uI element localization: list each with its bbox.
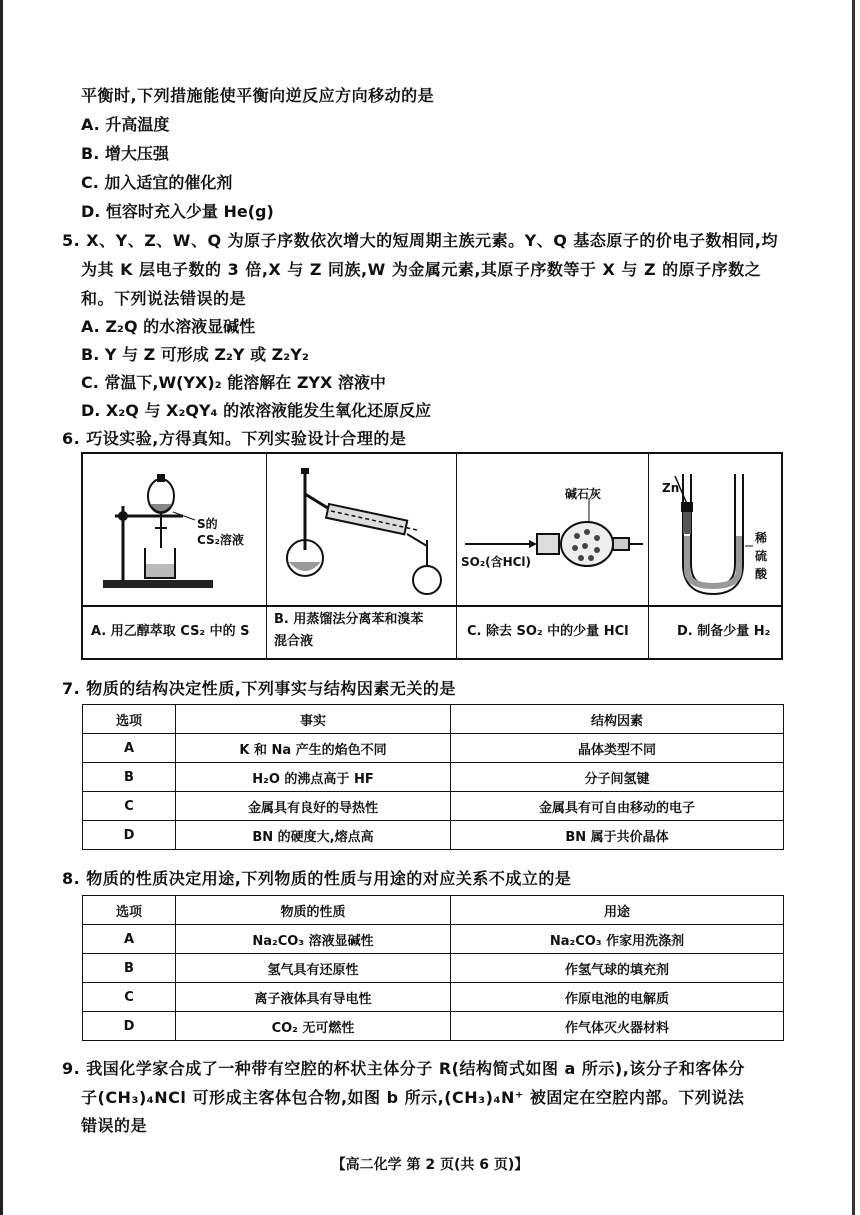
q6-d-label-zn: Zn: [662, 481, 680, 495]
table-row: [83, 792, 784, 821]
table-header-cell: 用途: [451, 896, 784, 925]
table-cell: 氢气具有还原性: [176, 954, 451, 983]
table-cell: A: [83, 734, 176, 763]
q5-stem-line1: 5. X、Y、Z、W、Q 为原子序数依次增大的短周期主族元素。Y、Q 基态原子的价电子数相同,均: [62, 231, 778, 250]
q6-a-label-line2: CS₂溶液: [197, 533, 244, 547]
table-header-row: [83, 896, 784, 925]
q6-caption-separator: [83, 605, 781, 607]
table-cell: BN 属于共价晶体: [451, 821, 784, 850]
table-cell: D: [83, 1012, 176, 1041]
table-cell: Na₂CO₃ 溶液显碱性: [176, 925, 451, 954]
table-cell: Na₂CO₃ 作家用洗涤剂: [451, 925, 784, 954]
table-header-cell: 事实: [176, 705, 451, 734]
table-cell: 作氢气球的填充剂: [451, 954, 784, 983]
q9-stem-line1: 9. 我国化学家合成了一种带有空腔的杯状主体分子 R(结构简式如图 a 所示),该分子和客体分: [62, 1059, 745, 1078]
table-cell: H₂O 的沸点高于 HF: [176, 763, 451, 792]
table-cell: 金属具有可自由移动的电子: [451, 792, 784, 821]
q6-d-label-acid-3: 酸: [755, 567, 768, 581]
table-cell: B: [83, 763, 176, 792]
table-cell: 金属具有良好的导热性: [176, 792, 451, 821]
table-row: [83, 954, 784, 983]
q6-a-label-line1: S的: [197, 517, 218, 531]
table-cell: 晶体类型不同: [451, 734, 784, 763]
table-cell: 离子液体具有导电性: [176, 983, 451, 1012]
q6-d-label-acid-1: 稀: [755, 531, 768, 545]
distillation-apparatus-diagram: [267, 454, 457, 604]
q6-stem: 6. 巧设实验,方得真知。下列实验设计合理的是: [62, 429, 407, 448]
q4-option-c: C. 加入适宜的催化剂: [81, 173, 233, 192]
drying-tube-diagram: [457, 454, 649, 604]
q5-option-c: C. 常温下,W(YX)₂ 能溶解在 ZYX 溶液中: [81, 373, 386, 392]
q7-stem: 7. 物质的结构决定性质,下列事实与结构因素无关的是: [62, 679, 456, 698]
q4-option-a: A. 升高温度: [81, 115, 170, 134]
table-header-cell: 物质的性质: [176, 896, 451, 925]
table-cell: C: [83, 792, 176, 821]
table-cell: K 和 Na 产生的焰色不同: [176, 734, 451, 763]
scan-edge-left: [0, 0, 3, 1215]
table-header-cell: 选项: [83, 896, 176, 925]
table-header-cell: 结构因素: [451, 705, 784, 734]
table-cell: CO₂ 无可燃性: [176, 1012, 451, 1041]
table-row: [83, 1012, 784, 1041]
table-cell: C: [83, 983, 176, 1012]
q6-c-label-top: 碱石灰: [565, 487, 602, 501]
table-cell: B: [83, 954, 176, 983]
q8-table: [82, 895, 784, 1041]
table-row: [83, 821, 784, 850]
q6-c-label-left: SO₂(含HCl): [461, 555, 532, 569]
q7-table: [82, 704, 784, 850]
q5-stem-line3: 和。下列说法错误的是: [81, 289, 247, 308]
q6-caption-c: C. 除去 SO₂ 中的少量 HCl: [467, 624, 629, 639]
table-cell: 分子间氢键: [451, 763, 784, 792]
q5-option-a: A. Z₂Q 的水溶液显碱性: [81, 317, 256, 336]
scan-edge-right: [852, 0, 855, 1215]
q5-option-b: B. Y 与 Z 可形成 Z₂Y 或 Z₂Y₂: [81, 345, 309, 364]
page-footer: 【高二化学 第 2 页(共 6 页)】: [331, 1157, 529, 1173]
table-row: [83, 925, 784, 954]
q5-option-d: D. X₂Q 与 X₂QY₄ 的浓溶液能发生氧化还原反应: [81, 401, 432, 420]
table-cell: D: [83, 821, 176, 850]
table-cell: BN 的硬度大,熔点高: [176, 821, 451, 850]
separatory-funnel-diagram: [83, 454, 267, 604]
table-cell: A: [83, 925, 176, 954]
table-header-row: [83, 705, 784, 734]
table-cell: 作原电池的电解质: [451, 983, 784, 1012]
table-cell: 作气体灭火器材料: [451, 1012, 784, 1041]
q4-option-b: B. 增大压强: [81, 144, 169, 163]
q6-caption-d: D. 制备少量 H₂: [677, 624, 771, 639]
q8-stem: 8. 物质的性质决定用途,下列物质的性质与用途的对应关系不成立的是: [62, 869, 572, 888]
table-row: [83, 734, 784, 763]
q5-stem-line2: 为其 K 层电子数的 3 倍,X 与 Z 同族,W 为金属元素,其原子序数等于 X 与 Z 的原子序数之: [81, 260, 762, 279]
q6-caption-a: A. 用乙醇萃取 CS₂ 中的 S: [91, 624, 250, 639]
table-row: [83, 983, 784, 1012]
q6-caption-b-line1: B. 用蒸馏法分离苯和溴苯: [274, 612, 424, 627]
table-header-cell: 选项: [83, 705, 176, 734]
q6-d-label-acid-2: 硫: [755, 549, 768, 563]
table-row: [83, 763, 784, 792]
q6-caption-b-line2: 混合液: [274, 634, 314, 649]
q4-option-d: D. 恒容时充入少量 He(g): [81, 202, 274, 221]
q4-stem-tail: 平衡时,下列措施能使平衡向逆反应方向移动的是: [81, 86, 435, 105]
q9-stem-line3: 错误的是: [81, 1116, 148, 1135]
q9-stem-line2: 子(CH₃)₄NCl 可形成主客体包合物,如图 b 所示,(CH₃)₄N⁺ 被固定在空腔内部。下列说法: [81, 1088, 745, 1107]
q6-apparatus-table: [81, 452, 783, 660]
